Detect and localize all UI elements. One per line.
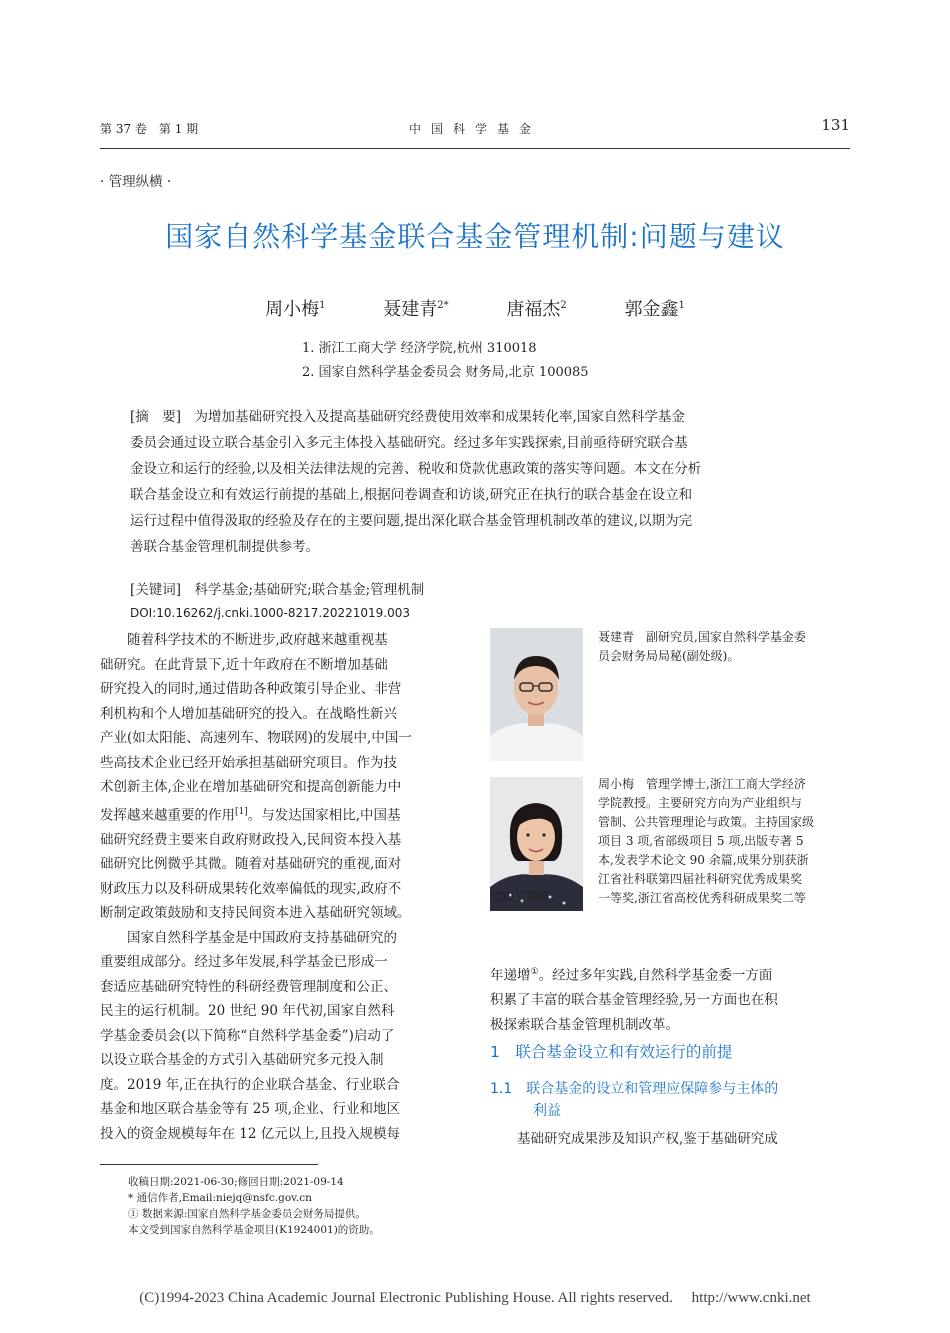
bio-line: 管制、公共管理理论与政策。主持国家级: [598, 815, 815, 829]
body-right-column: [490, 960, 850, 1037]
body-line: 积累了丰富的联合基金管理经验,另一方面也在积: [490, 992, 778, 1008]
bio-line: 项目 3 项,省部级项目 5 项,出版专著 5: [598, 834, 804, 848]
volume-issue: 第 37 卷 第 1 期: [100, 122, 199, 136]
article-title: 国家自然科学基金联合基金管理机制:问题与建议: [165, 220, 785, 253]
bio-line: 学院教授。主要研究方向为产业组织与: [598, 796, 803, 810]
body-left-column: [100, 628, 460, 1146]
body-line: 础研究。在此背景下,近十年政府在不断增加基础: [100, 656, 388, 673]
author-list: [0, 295, 950, 321]
body-line: 术创新主体,企业在增加基础研究和提高创新能力中: [100, 779, 402, 795]
body-line: 础研究比例微乎其微。随着对基础研究的重视,面对: [100, 856, 402, 872]
bio-line: 江省社科联第四届社科研究优秀成果奖: [598, 872, 803, 886]
body-line: 度。2019 年,正在执行的企业联合基金、行业联合: [100, 1076, 400, 1093]
keywords-label: [关键词]: [130, 582, 182, 598]
author: 周小梅$^1$: [265, 299, 326, 320]
body-line: 重要组成部分。经过多年发展,科学基金已形成一: [100, 954, 388, 970]
body-line: 研究投入的同时,通过借助各种政策引导企业、非营: [100, 681, 402, 697]
body-line: 财政压力以及科研成果转化效率偏低的现实,政府不: [100, 880, 402, 897]
bio-line: 本,发表学术论文 90 余篇,成果分别获浙: [598, 853, 809, 867]
abstract-line: 运行过程中值得汲取的经验及存在的主要问题,提出深化联合基金管理机制改革的建议,以期为完: [130, 513, 693, 529]
section-heading: 1 联合基金设立和有效运行的前提: [490, 1043, 733, 1061]
author: 唐福杰$^2$: [506, 299, 567, 320]
body-line: 些高技术企业已经开始承担基础研究项目。作为技: [100, 754, 397, 771]
bio-line: 周小梅 管理学博士,浙江工商大学经济: [598, 777, 806, 791]
bio-line: 一等奖,浙江省高校优秀科研成果奖二等: [598, 891, 806, 905]
abstract-label: [摘 要]: [130, 409, 182, 425]
body-line: 利机构和个人增加基础研究的投入。在战略性新兴: [100, 705, 397, 722]
body-line: 学基金委员会(以下简称“自然科学基金委”)启动了: [100, 1027, 395, 1044]
author: 聂建青$^{2*}$: [383, 299, 449, 320]
author-bio-zhou: [598, 775, 850, 908]
abstract-line: 联合基金设立和有效运行前提的基础上,根据问卷调查和访谈,研究正在执行的联合基金在设立和: [130, 487, 693, 503]
body-line: 民主的运行机制。20 世纪 90 年代初,国家自然科: [100, 1003, 395, 1019]
keywords-text: 科学基金;基础研究;联合基金;管理机制: [194, 582, 425, 598]
doi: DOI:10.16262/j.cnki.1000-8217.20221019.003: [130, 606, 411, 620]
journal-name: 中国科学基金: [408, 122, 541, 136]
body-line: 投入的资金规模每年在 12 亿元以上,且投入规模每: [100, 1125, 401, 1142]
body-line: 产业(如太阳能、高速列车、物联网)的发展中,中国一: [100, 730, 412, 746]
footnote: * 通信作者,Email:niejq@nsfc.gov.cn: [128, 1192, 312, 1204]
abstract-line: 金设立和运行的经验,以及相关法律法规的完善、税收和贷款优惠政策的落实等问题。本文在分析: [130, 461, 702, 477]
body-line: 国家自然科学基金是中国政府支持基础研究的: [127, 929, 397, 946]
abstract: [130, 404, 820, 560]
body-line: 基金和地区联合基金等有 25 项,企业、行业和地区: [100, 1101, 401, 1117]
body-line: 年递增①。经过多年实践,自然科学基金委一方面: [490, 967, 773, 984]
copyright-notice: (C)1994-2023 China Academic Journal Electronic Publishing House. All rights reserved. http://www.cnki.net: [139, 1290, 811, 1306]
footnote: 本文受到国家自然科学基金项目(K1924001)的资助。: [128, 1224, 380, 1236]
body-line: 以设立联合基金的方式引入基础研究多元投入制: [100, 1052, 384, 1068]
column-tag: · 管理纵横 ·: [100, 174, 172, 190]
abstract-line: 善联合基金管理机制提供参考。: [130, 539, 319, 555]
body-line: 极探索联合基金管理机制改革。: [490, 1016, 679, 1033]
abstract-line: 委员会通过设立联合基金引入多元主体投入基础研究。经过多年实践探索,目前亟待研究联合基: [130, 435, 688, 451]
footnote-rule: [100, 1164, 318, 1165]
page-number: 131: [821, 116, 850, 134]
citation-ref: [1]: [235, 806, 248, 817]
body-line: 基础研究成果涉及知识产权,鉴于基础研究成: [517, 1131, 778, 1147]
abstract-line: [摘 要] 为增加基础研究投入及提高基础研究经费使用效率和成果转化率,国家自然科学基金: [130, 409, 685, 425]
header-rule: [100, 148, 850, 149]
affiliation: 1. 浙江工商大学 经济学院,杭州 310018: [302, 341, 537, 356]
body-line: 随着科学技术的不断进步,政府越来越重视基: [127, 632, 388, 648]
subsection-heading: 1.1 联合基金的设立和管理应保障参与主体的 利益: [490, 1081, 779, 1119]
author-photo-nie: [490, 628, 583, 761]
bio-line: 奖和三等奖。: [490, 890, 563, 904]
keywords: [130, 578, 424, 598]
bio-line: 聂建青 副研究员,国家自然科学基金委: [598, 630, 806, 644]
affiliation: 2. 国家自然科学基金委员会 财务局,北京 100085: [302, 365, 589, 380]
footnote: ① 数据来源:国家自然科学基金委员会财务局提供。: [128, 1208, 366, 1220]
author: 郭金鑫$^1$: [624, 299, 685, 320]
running-header: [100, 116, 850, 144]
body-line: 断制定政策鼓励和支持民间资本进入基础研究领域。: [100, 905, 411, 921]
body-line: 套适应基础研究特性的科研经费管理制度和公正、: [100, 978, 397, 995]
footnote-ref: ①: [530, 967, 539, 977]
footnote: 收稿日期:2021-06-30;修回日期:2021-09-14: [128, 1176, 344, 1188]
body-line: 础研究经费主要来自政府财政投入,民间资本投入基: [100, 831, 402, 848]
body-line: 发挥越来越重要的作用[1]。与发达国家相比,中国基: [100, 806, 401, 823]
author-bio-nie: [598, 628, 850, 666]
bio-line: 员会财务局局秘(副处级)。: [598, 649, 740, 663]
